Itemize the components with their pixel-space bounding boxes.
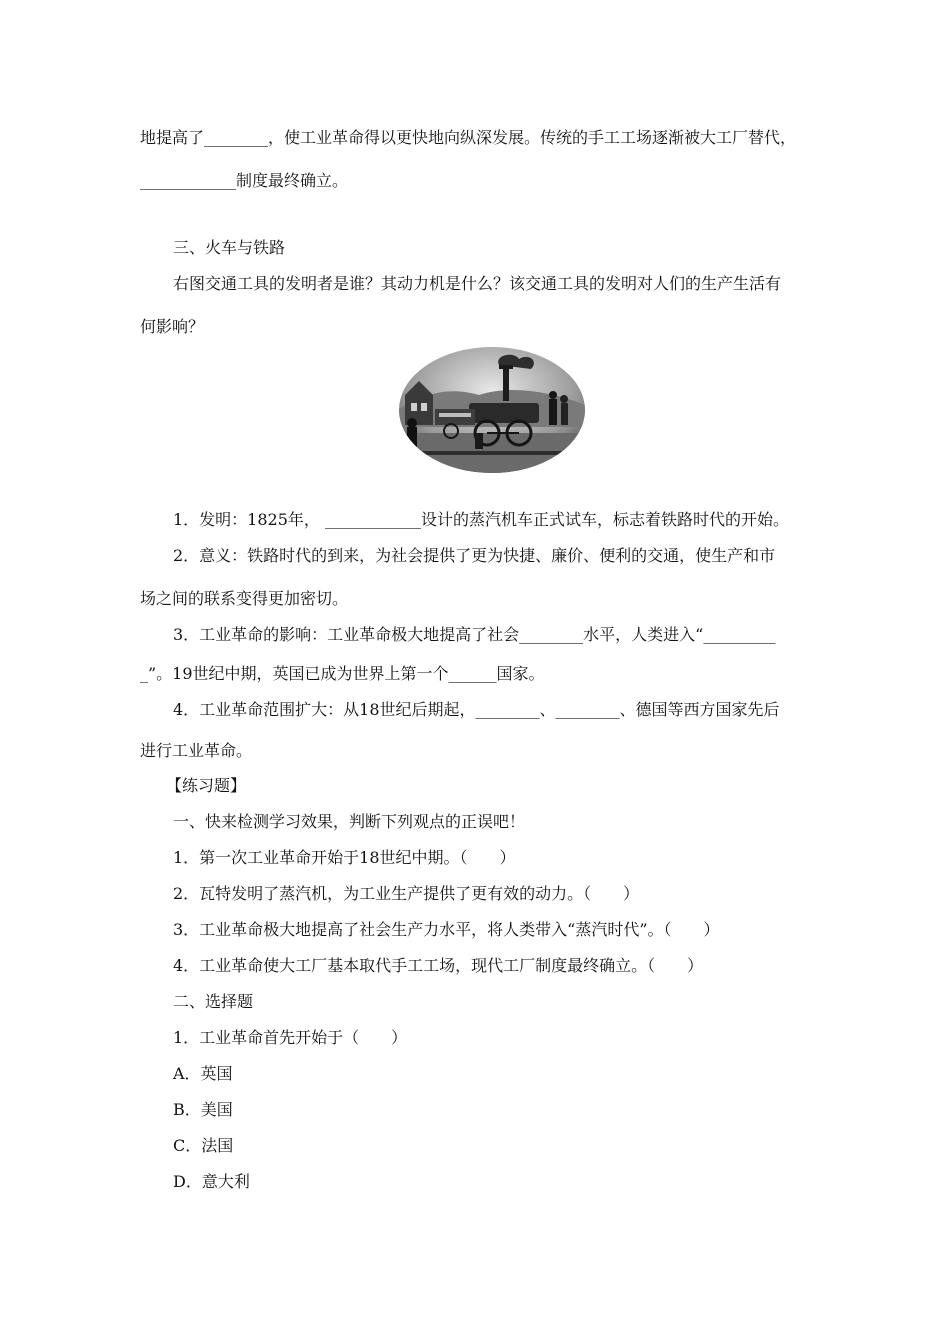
- point-impact-line-1: 3．工业革命的影响：工业革命极大地提高了社会________水平，人类进入“_________: [173, 625, 776, 644]
- true-false-item: 3．工业革命极大地提高了社会生产力水平，将人类带入“蒸汽时代”。（ ）: [173, 920, 720, 939]
- intro-line-2: ____________制度最终确立。: [140, 171, 349, 190]
- steam-locomotive-icon: [399, 347, 585, 473]
- multiple-choice-question: 1．工业革命首先开始于（ ）: [173, 1028, 408, 1047]
- section-heading-railway: 三、火车与铁路: [173, 238, 286, 257]
- point-significance-line-2: 场之间的联系变得更加密切。: [140, 589, 349, 608]
- point-invention: 1．发明：1825年， ____________设计的蒸汽机车正式试车，标志着铁路时代的开始。: [173, 510, 789, 529]
- true-false-title: 一、快来检测学习效果，判断下列观点的正误吧！: [173, 812, 526, 831]
- true-false-item: 4．工业革命使大工厂基本取代手工工场，现代工厂制度最终确立。（ ）: [173, 956, 704, 975]
- point-significance-line-1: 2．意义：铁路时代的到来，为社会提供了更为快捷、廉价、便利的交通，使生产和市: [173, 546, 776, 565]
- exercise-heading: 【练习题】: [166, 776, 247, 795]
- multiple-choice-title: 二、选择题: [173, 992, 254, 1011]
- point-scope-line-2: 进行工业革命。: [140, 741, 253, 760]
- option-d: D．意大利: [173, 1172, 250, 1191]
- option-b: B．美国: [173, 1100, 233, 1119]
- point-impact-line-2: _”。19世纪中期，英国已成为世界上第一个______国家。: [140, 664, 545, 683]
- point-scope-line-1: 4．工业革命范围扩大：从18世纪后期起，________、________、德国等西方国家先后: [173, 700, 780, 719]
- true-false-item: 2．瓦特发明了蒸汽机，为工业生产提供了更有效的动力。（ ）: [173, 884, 640, 903]
- option-a: A．英国: [173, 1064, 233, 1083]
- true-false-item: 1．第一次工业革命开始于18世纪中期。（ ）: [173, 848, 516, 867]
- question-line-1: 右图交通工具的发明者是谁？其动力机是什么？该交通工具的发明对人们的生产生活有: [173, 274, 782, 293]
- option-c: C．法国: [173, 1136, 234, 1155]
- intro-line-1: 地提高了________，使工业革命得以更快地向纵深发展。传统的手工工场逐渐被大工厂替代，: [140, 128, 797, 147]
- question-line-2: 何影响？: [140, 317, 205, 336]
